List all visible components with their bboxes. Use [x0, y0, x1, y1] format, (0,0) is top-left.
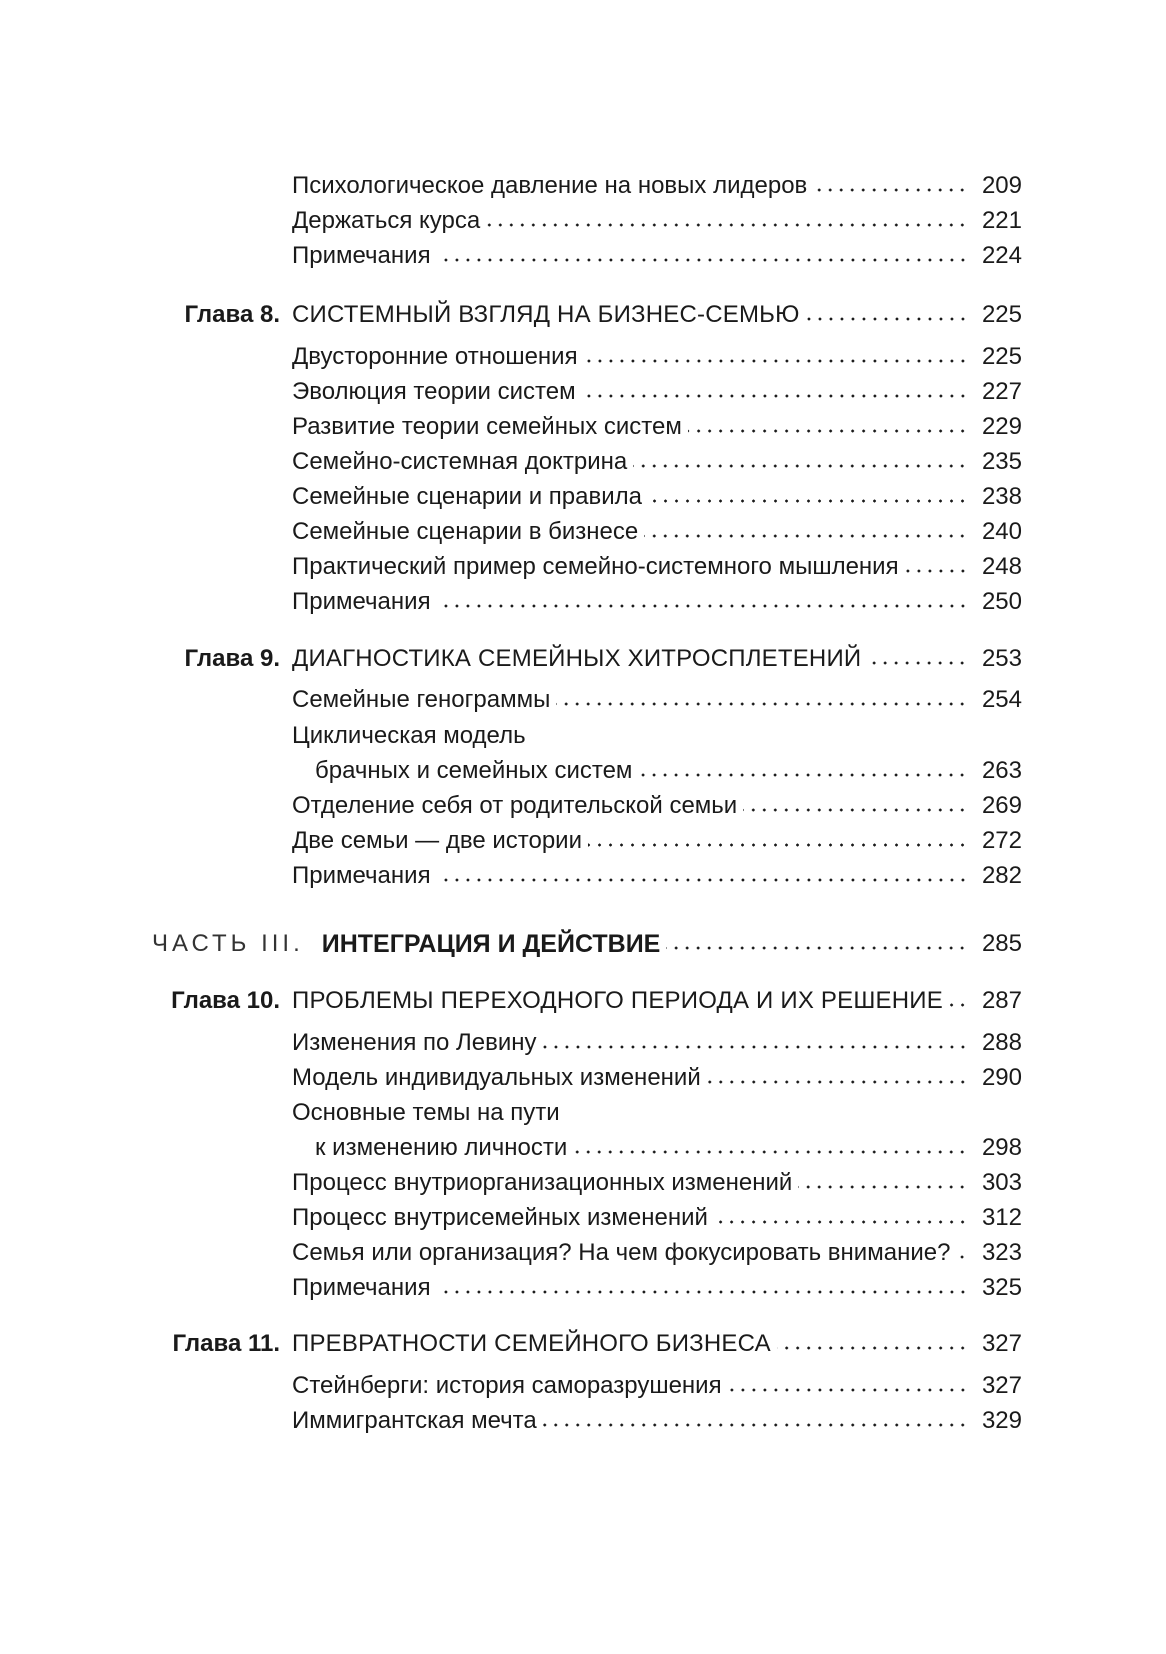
- toc-entry-title: брачных и семейных систем: [315, 757, 633, 784]
- toc-entry[interactable]: [0, 1129, 1166, 1163]
- dot-leader: [714, 1218, 968, 1226]
- toc-entry-title: Семейные сценарии в бизнесе: [292, 518, 639, 545]
- toc-entry[interactable]: [0, 1164, 1166, 1198]
- toc-entry[interactable]: [0, 1269, 1166, 1303]
- dot-leader: [666, 944, 968, 952]
- dot-leader: [582, 392, 968, 400]
- toc-entry[interactable]: [0, 681, 1166, 715]
- dot-leader: [743, 806, 968, 814]
- dot-leader: [813, 186, 968, 194]
- toc-page-number: 248: [981, 553, 1022, 580]
- toc-page-number: 253: [981, 645, 1022, 672]
- chapter-title: ДИАГНОСТИКА СЕМЕЙНЫХ ХИТРОСПЛЕТЕНИЙ: [292, 645, 862, 672]
- toc-entry[interactable]: [0, 822, 1166, 856]
- toc-entry[interactable]: [0, 408, 1166, 442]
- toc-page-number: 303: [981, 1169, 1022, 1196]
- toc-entry-title: к изменению личности: [315, 1134, 568, 1161]
- toc-entry[interactable]: [0, 1199, 1166, 1233]
- toc-page-number: 288: [981, 1029, 1022, 1056]
- toc-entry-title: Примечания: [292, 1274, 431, 1301]
- toc-page-number: 225: [981, 301, 1022, 328]
- toc-entry-title: Примечания: [292, 242, 431, 269]
- toc-entry-title: Модель индивидуальных изменений: [292, 1064, 701, 1091]
- dot-leader: [867, 659, 968, 667]
- toc-entry-title: Семейные генограммы: [292, 686, 551, 713]
- toc-page-number: 254: [981, 686, 1022, 713]
- toc-entry-title: Примечания: [292, 862, 431, 889]
- toc-entry-title: Держаться курса: [292, 207, 481, 234]
- toc-entry[interactable]: [0, 787, 1166, 821]
- toc-page-number: 225: [981, 343, 1022, 370]
- toc-entry-title: Семейно-системная доктрина: [292, 448, 628, 475]
- toc-page-number: 209: [981, 172, 1022, 199]
- dot-leader: [688, 427, 968, 435]
- toc-entry-title: Развитие теории семейных систем: [292, 413, 682, 440]
- dot-leader: [728, 1386, 968, 1394]
- toc-entry-title: Циклическая модель: [292, 722, 526, 749]
- toc-page-number: 240: [981, 518, 1022, 545]
- toc-entry[interactable]: [0, 167, 1166, 201]
- toc-entry-title: Иммигрантская мечта: [292, 1407, 537, 1434]
- toc-entry-title: Стейнберги: история саморазрушения: [292, 1372, 722, 1399]
- dot-leader: [556, 700, 968, 708]
- dot-leader: [949, 1001, 968, 1009]
- toc-entry[interactable]: [0, 443, 1166, 477]
- toc-page-number: 282: [981, 862, 1022, 889]
- dot-leader: [584, 357, 968, 365]
- chapter-label: Глава 8.: [184, 301, 280, 328]
- toc-page-number: 269: [981, 792, 1022, 819]
- dot-leader: [638, 771, 968, 779]
- toc-entry[interactable]: [0, 373, 1166, 407]
- toc-entry[interactable]: [0, 752, 1166, 786]
- dot-leader: [707, 1078, 968, 1086]
- chapter-label: Глава 10.: [171, 987, 280, 1014]
- dot-leader: [905, 567, 968, 575]
- dot-leader: [777, 1344, 968, 1352]
- toc-entry[interactable]: [0, 717, 1166, 751]
- toc-page-number: 221: [981, 207, 1022, 234]
- dot-leader: [543, 1421, 968, 1429]
- toc-entry-title: Изменения по Левину: [292, 1029, 537, 1056]
- toc-part-3[interactable]: [0, 925, 1166, 959]
- toc-page-number: 329: [981, 1407, 1022, 1434]
- chapter-title: ПРОБЛЕМЫ ПЕРЕХОДНОГО ПЕРИОДА И ИХ РЕШЕНИЕ: [292, 987, 943, 1014]
- chapter-label: Глава 11.: [172, 1330, 280, 1357]
- toc-entry[interactable]: [0, 1024, 1166, 1058]
- toc-page-number: 224: [981, 242, 1022, 269]
- toc-page-number: 235: [981, 448, 1022, 475]
- toc-page-number: 323: [981, 1239, 1022, 1266]
- toc-entry[interactable]: [0, 1059, 1166, 1093]
- toc-chapter-9[interactable]: [0, 640, 1166, 674]
- toc-entry-title: Практический пример семейно-системного мышления: [292, 553, 899, 580]
- toc-page-number: 287: [981, 987, 1022, 1014]
- dot-leader: [806, 315, 968, 323]
- toc-page-number: 250: [981, 588, 1022, 615]
- toc-page-number: 272: [981, 827, 1022, 854]
- chapter-label: Глава 9.: [184, 645, 280, 672]
- toc-entry-title: Процесс внутрисемейных изменений: [292, 1204, 708, 1231]
- toc-entry[interactable]: [0, 338, 1166, 372]
- toc-entry-title: Две семьи — две истории: [292, 827, 582, 854]
- dot-leader: [648, 497, 968, 505]
- toc-page-number: 298: [981, 1134, 1022, 1161]
- toc-entry-title: Семейные сценарии и правила: [292, 483, 642, 510]
- toc-entry-title: Семья или организация? На чем фокусировать внимание?: [292, 1239, 951, 1266]
- toc-entry[interactable]: [0, 857, 1166, 891]
- toc-entry[interactable]: [0, 1367, 1166, 1401]
- toc-page-number: 327: [981, 1330, 1022, 1357]
- toc-entry[interactable]: [0, 237, 1166, 271]
- toc-entry[interactable]: [0, 1402, 1166, 1436]
- dot-leader: [437, 256, 968, 264]
- chapter-title: СИСТЕМНЫЙ ВЗГЛЯД НА БИЗНЕС-СЕМЬЮ: [292, 301, 800, 328]
- toc-page-number: 263: [981, 757, 1022, 784]
- toc-entry[interactable]: [0, 513, 1166, 547]
- toc-entry-title: Основные темы на пути: [292, 1099, 560, 1126]
- toc-page-number: 238: [981, 483, 1022, 510]
- dot-leader: [437, 876, 968, 884]
- toc-page-number: 312: [981, 1204, 1022, 1231]
- toc-page-number: 325: [981, 1274, 1022, 1301]
- part-label: ЧАСТЬ III.: [152, 930, 304, 957]
- chapter-title: ПРЕВРАТНОСТИ СЕМЕЙНОГО БИЗНЕСА: [292, 1330, 771, 1357]
- dot-leader: [644, 532, 968, 540]
- toc-page-number: 327: [981, 1372, 1022, 1399]
- dot-leader: [588, 841, 968, 849]
- toc-entry[interactable]: [0, 548, 1166, 582]
- dot-leader: [543, 1043, 968, 1051]
- toc-entry-title: Отделение себя от родительской семьи: [292, 792, 738, 819]
- toc-entry[interactable]: [0, 583, 1166, 617]
- toc-page-number: 285: [981, 930, 1022, 957]
- toc-entry-title: Примечания: [292, 588, 431, 615]
- dot-leader: [633, 462, 968, 470]
- toc-chapter-10[interactable]: [0, 982, 1166, 1016]
- toc-page-number: 227: [981, 378, 1022, 405]
- toc-entry-title: Психологическое давление на новых лидеров: [292, 172, 808, 199]
- toc-chapter-11[interactable]: [0, 1325, 1166, 1359]
- toc-entry-title: Эволюция теории систем: [292, 378, 576, 405]
- toc-entry[interactable]: [0, 202, 1166, 236]
- dot-leader: [573, 1148, 968, 1156]
- dot-leader: [437, 602, 968, 610]
- toc-entry[interactable]: [0, 478, 1166, 512]
- toc-entry-title: Процесс внутриорганизационных изменений: [292, 1169, 793, 1196]
- toc-entry[interactable]: [0, 1234, 1166, 1268]
- dot-leader: [437, 1288, 968, 1296]
- dot-leader: [798, 1183, 968, 1191]
- part-title: ИНТЕГРАЦИЯ И ДЕЙСТВИЕ: [321, 930, 661, 958]
- dot-leader: [956, 1253, 968, 1261]
- toc-entry-title: Двусторонние отношения: [292, 343, 578, 370]
- toc-entry[interactable]: [0, 1094, 1166, 1128]
- dot-leader: [486, 221, 968, 229]
- toc-chapter-8[interactable]: [0, 296, 1166, 330]
- toc-page-number: 229: [981, 413, 1022, 440]
- toc-page-number: 290: [981, 1064, 1022, 1091]
